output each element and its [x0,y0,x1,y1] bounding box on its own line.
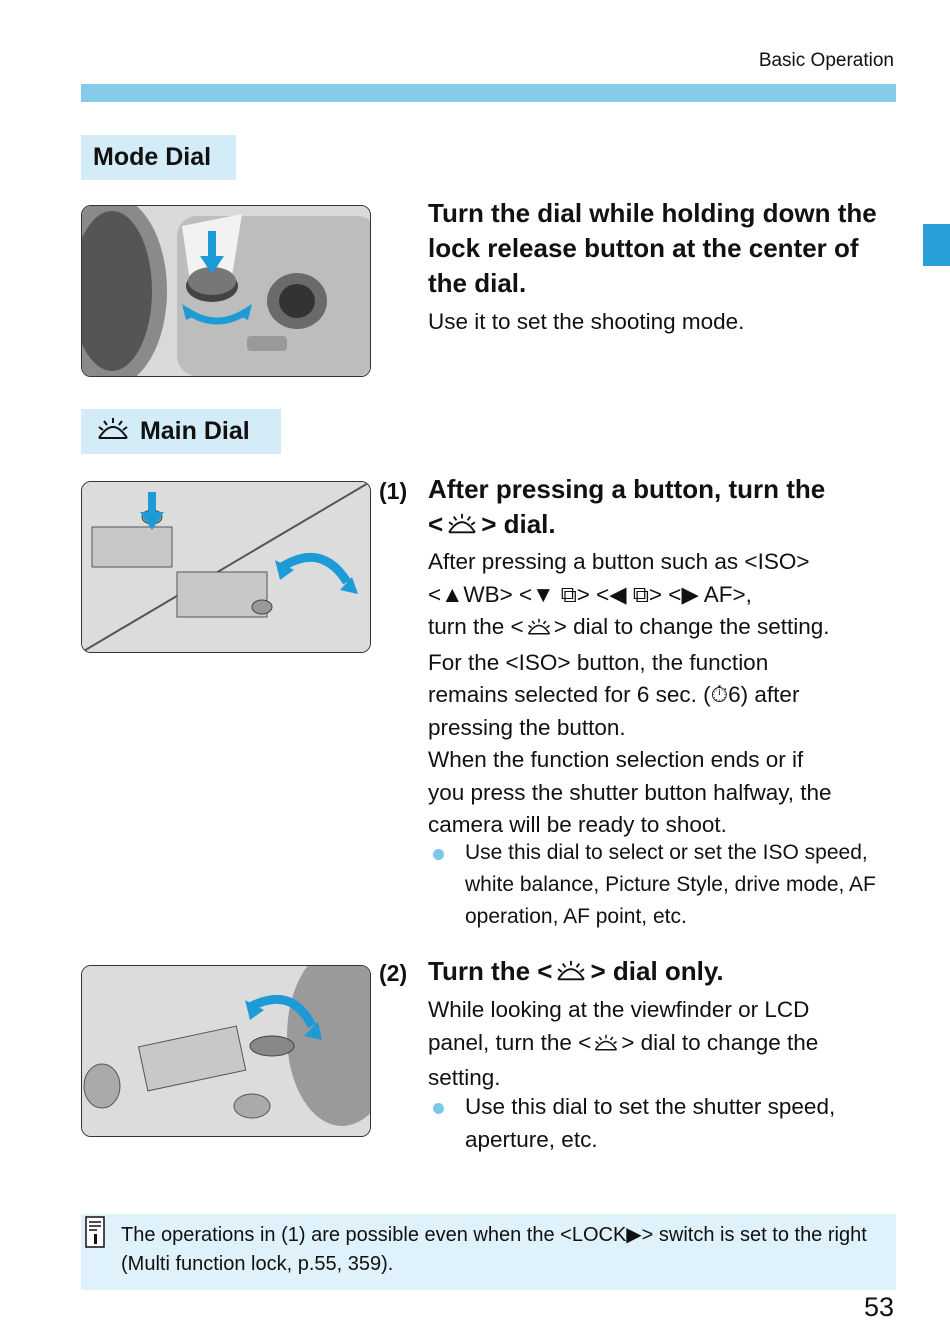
camera-buttons-illustration [82,482,370,652]
main-dial-section-title [81,409,281,454]
camera-lcd-illustration [82,966,370,1136]
step-1-number: (1) [379,478,408,504]
main-dial-buttons-photo [81,481,371,653]
mode-dial-heading: Turn the dial while holding down the lock release button at the center of the dial. [428,198,877,298]
step-2-bullet-text: Use this dial to set the shutter speed, aperture, etc. [465,1094,836,1152]
step-1-line6: pressing the button. [428,714,626,740]
step-2-line3: setting. [428,1065,501,1090]
step-1-heading-tail: > dial. [481,509,556,539]
step-1-heading-line1: After pressing a button, turn the [428,474,826,504]
step-2-number: (2) [379,960,408,986]
step-2-line2-pre: panel, turn the < [428,1029,592,1055]
page-number: 53 [863,1292,894,1322]
step-1-line3-pre: turn the < [428,614,524,639]
step-2-body [428,994,898,1095]
main-dial-only-photo [81,965,371,1137]
main-dial-icon [93,412,133,457]
step-1-bullet-text: Use this dial to select or set the ISO speed, white balance, Picture Style, drive mode, AF operation, AF point, etc. [465,841,876,928]
step-1-bullet [433,837,898,933]
main-dial-icon [524,614,554,647]
step-1-line4: For the <ISO> button, the function [428,649,769,675]
step-2-heading [428,954,898,992]
main-dial-tag-label: Main Dial [139,417,250,445]
main-dial-icon [443,510,481,545]
step-2-heading-pre: Turn the < [428,956,553,986]
step-1-line5: remains selected for 6 sec. (⏱6) after [428,682,800,707]
step-1-line7: When the function selection ends or if [428,747,804,772]
step-2-line2 [428,1027,898,1063]
mode-dial-camera-photo [81,205,371,377]
step-1-line3-post: > dial to change the setting. [553,614,830,639]
bullet-dot [433,849,444,860]
step-1-line2: <▲WB> <▼ ⧉> <◀ ⧉> <▶ AF>, [428,581,752,607]
step-1-line1: After pressing a button such as <ISO> [428,549,810,574]
mode-dial-section-title: Mode Dial [81,135,236,180]
mode-dial-body: Use it to set the shooting mode. [428,309,745,334]
header-bar [81,84,896,102]
step-1-heading [428,472,898,545]
step-1-line9: camera will be ready to shoot. [428,812,727,837]
header-label: Basic Operation [758,50,894,71]
step-2-line2-post: > dial to change the [621,1029,819,1055]
chapter-tab [923,224,950,266]
main-dial-icon [591,1030,621,1063]
step-1-heading-line2 [428,507,898,545]
step-2-line1: While looking at the viewfinder or LCD [428,997,810,1022]
step-2-bullet [433,1091,898,1156]
camera-top-illustration [82,206,370,376]
bullet-dot [433,1103,444,1114]
step-1-body [428,546,898,842]
note-icon [85,1216,105,1248]
main-dial-icon [552,957,590,992]
step-1-line8: you press the shutter button halfway, the [428,779,832,805]
note-text: The operations in (1) are possible even when the <LOCK▶> switch is set to the right (Multi function lock, p.55, 359). [121,1224,867,1275]
step-1-line3 [428,611,898,647]
step-1-heading-lt: < [428,509,444,539]
step-2-heading-post: > dial only. [590,956,724,986]
